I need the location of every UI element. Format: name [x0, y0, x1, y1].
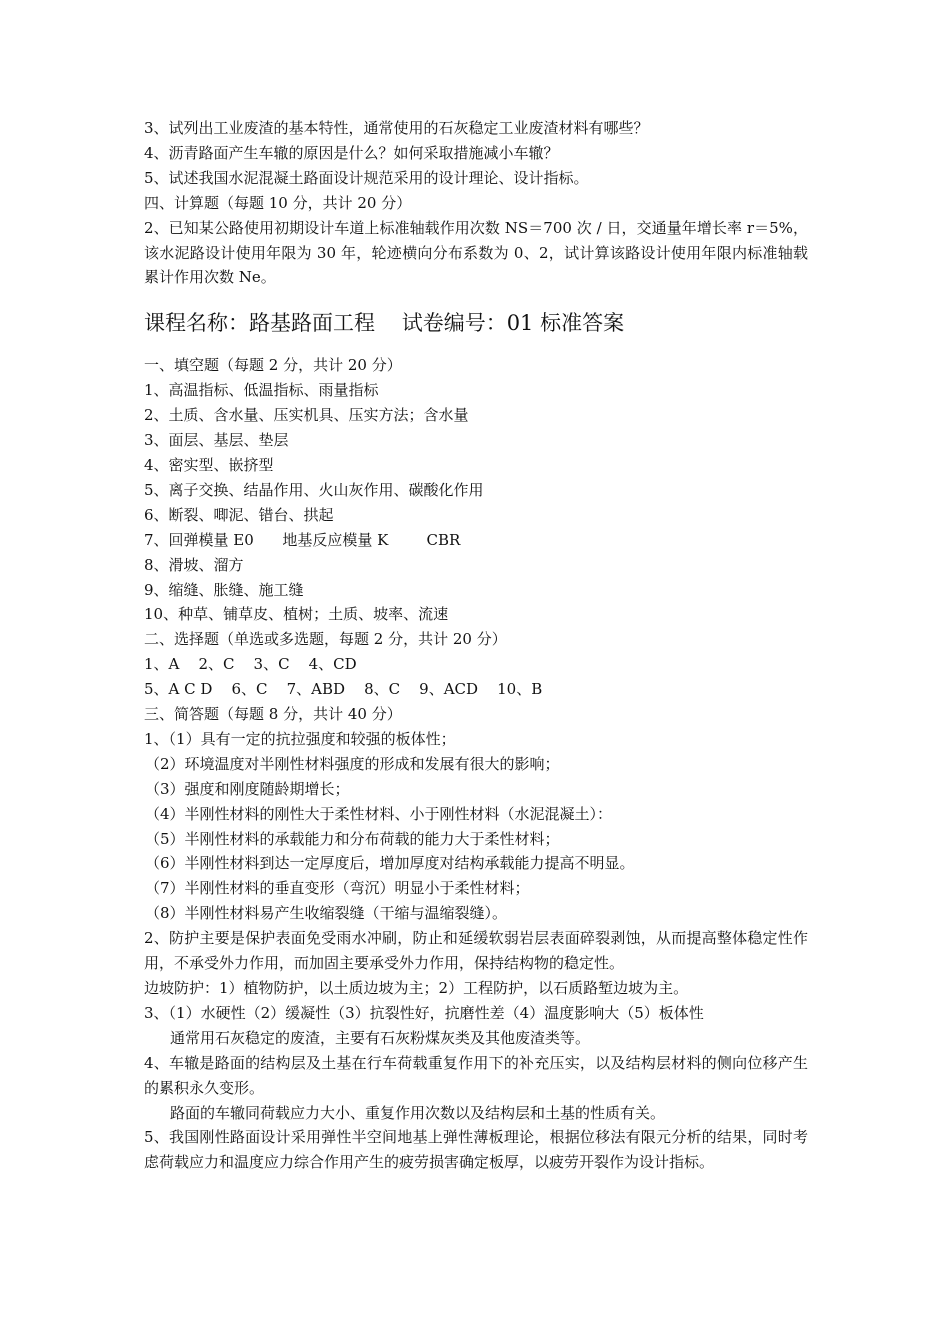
document-page — [144, 116, 808, 1175]
fill-answer: 3、面层、基层、垫层 — [144, 431, 289, 450]
question-4: 4、沥青路面产生车辙的原因是什么？如何采取措施减小车辙？ — [144, 143, 559, 162]
fill-answer: 8、滑坡、溜方 — [144, 555, 244, 574]
short-answer-1-point: （2）环境温度对半刚性材料强度的形成和发展有很大的影响； — [145, 754, 560, 773]
fill-answer: 6、断裂、唧泥、错台、拱起 — [144, 505, 334, 524]
fill-answer: 10、种草、铺草皮、植树；土质、坡率、流速 — [144, 605, 449, 624]
short-answer-3: 3、（1）水硬性（2）缓凝性（3）抗裂性好，抗磨性差（4）温度影响大（5）板体性 — [144, 1003, 704, 1022]
fill-answer: 7、回弹模量 E0 地基反应模量 K CBR — [144, 530, 461, 549]
short-section-heading: 三、简答题（每题 8 分，共计 40 分） — [144, 705, 402, 724]
question-3: 3、试列出工业废渣的基本特性，通常使用的石灰稳定工业废渣材料有哪些？ — [144, 119, 649, 137]
fill-answer: 1、高温指标、低温指标、雨量指标 — [144, 381, 379, 400]
calc-section-heading: 四、计算题（每题 10 分，共计 20 分） — [144, 193, 412, 212]
short-answer-3-cont: 通常用石灰稳定的废渣，主要有石灰粉煤灰类及其他废渣类等。 — [170, 1028, 591, 1047]
short-answer-1-point: （3）强度和刚度随龄期增长； — [145, 779, 350, 798]
choice-answer-row: 1、A 2、C 3、C 4、CD — [144, 655, 357, 674]
short-answer-1-point: （4）半刚性材料的刚性大于柔性材料、小于刚性材料（水泥混凝土）： — [145, 804, 613, 823]
calc-question-2: 2、已知某公路使用初期设计车道上标准轴载作用次数 NS＝700 次 / 日，交通量年增长率 r＝5%，该水泥路设计使用年限为 30 年，轮迹横向分布系数为 0、2，试计算该路设计使用年限内标准轴载累计作用次数 Ne。 — [144, 218, 808, 287]
short-answer-2: 2、防护主要是保护表面免受雨水冲刷，防止和延缓软弱岩层表面碎裂剥蚀，从而提高整体稳定性作用，不承受外力作用，而加固主要承受外力作用，保持结构物的稳定性。 — [144, 929, 808, 973]
fill-section-heading: 一、填空题（每题 2 分，共计 20 分） — [144, 356, 402, 375]
short-answer-1: 1、（1）具有一定的抗拉强度和较强的板体性； — [144, 729, 456, 748]
choice-answer-row: 5、A C D 6、C 7、ABD 8、C 9、ACD 10、B — [144, 680, 543, 699]
fill-answer: 2、土质、含水量、压实机具、压实方法；含水量 — [144, 406, 469, 425]
short-answer-1-point: （5）半刚性材料的承载能力和分布荷载的能力大于柔性材料； — [145, 829, 560, 848]
choice-section-heading: 二、选择题（单选或多选题，每题 2 分，共计 20 分） — [144, 630, 507, 649]
short-answer-4-cont: 路面的车辙同荷载应力大小、重复作用次数以及结构层和土基的性质有关。 — [170, 1103, 666, 1122]
fill-answer: 4、密实型、嵌挤型 — [144, 455, 274, 474]
question-5: 5、试述我国水泥混凝土路面设计规范采用的设计理论、设计指标。 — [144, 168, 589, 187]
short-answer-2-slope: 边坡防护：1）植物防护，以土质边坡为主；2）工程防护，以石质路堑边坡为主。 — [144, 979, 689, 997]
short-answer-4: 4、车辙是路面的结构层及土基在行车荷载重复作用下的补充压实，以及结构层材料的侧向位移产生的累积永久变形。 — [144, 1053, 808, 1097]
answer-title: 课程名称：路基路面工程 试卷编号：01 标准答案 — [144, 311, 625, 336]
fill-answer: 9、缩缝、胀缝、施工缝 — [144, 580, 304, 599]
short-answer-5: 5、我国刚性路面设计采用弹性半空间地基上弹性薄板理论，根据位移法有限元分析的结果，同时考虑荷载应力和温度应力综合作用产生的疲劳损害确定板厚，以疲劳开裂作为设计指标。 — [144, 1128, 808, 1172]
short-answer-1-point: （8）半刚性材料易产生收缩裂缝（干缩与温缩裂缝）。 — [145, 904, 508, 923]
short-answer-1-point: （6）半刚性材料到达一定厚度后，增加厚度对结构承载能力提高不明显。 — [145, 854, 635, 873]
short-answer-1-point: （7）半刚性材料的垂直变形（弯沉）明显小于柔性材料； — [145, 879, 530, 898]
fill-answer: 5、离子交换、结晶作用、火山灰作用、碳酸化作用 — [144, 480, 484, 499]
